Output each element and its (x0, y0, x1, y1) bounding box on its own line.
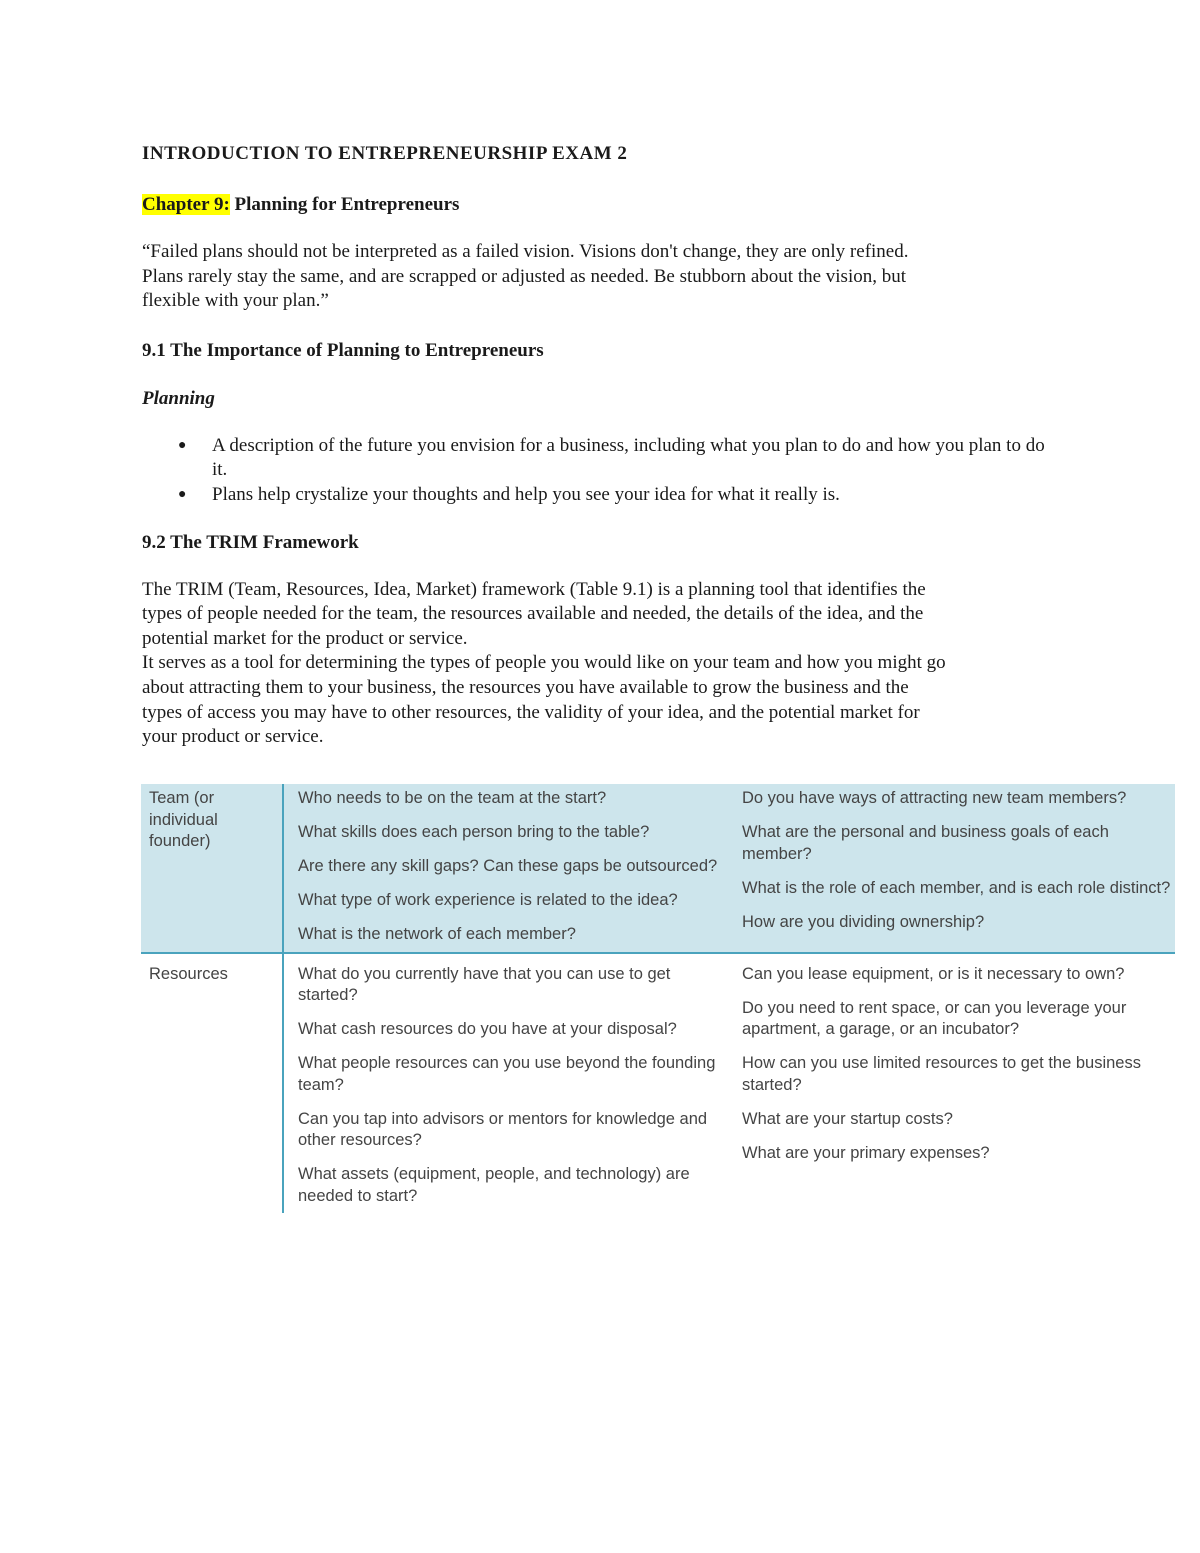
paragraph-line: about attracting them to your business, the resources you have available to grow the business and the (142, 676, 909, 698)
table-row-resources (141, 954, 1175, 1214)
table-row-team (141, 784, 1175, 954)
bullet-text: A description of the future you envision for a business, including what you plan to do and how you plan to do it. (212, 434, 1045, 481)
row-label-text: Resources (149, 964, 228, 983)
question: Who needs to be on the team at the start? (298, 789, 607, 807)
question: What assets (equipment, people, and technology) are needed to start? (298, 1165, 690, 1205)
trim-paragraph (142, 578, 1062, 750)
trim-table (141, 784, 1175, 1213)
question: What are your startup costs? (742, 1109, 953, 1128)
chapter-label: Chapter 9: (142, 194, 230, 215)
team-questions-col-a (282, 784, 734, 952)
bullet-icon: ● (178, 486, 187, 502)
quote-line: “Failed plans should not be interpreted as a failed vision. Visions don't change, they are only refined. (142, 241, 909, 262)
chapter-heading (142, 192, 1062, 218)
question: What skills does each person bring to the table? (298, 823, 650, 841)
question: What is the role of each member, and is each role distinct? (742, 878, 1171, 897)
question: What is the network of each member? (298, 925, 576, 943)
question: Do you have ways of attracting new team members? (742, 789, 1127, 807)
document-page (142, 140, 1062, 750)
bullet-text: Plans help crystalize your thoughts and help you see your idea for what it really is. (212, 483, 840, 505)
question: How can you use limited resources to get the business started? (742, 1054, 1141, 1094)
resources-questions-col-a (282, 954, 734, 1214)
resources-questions-col-b (734, 954, 1175, 1214)
paragraph-line: types of people needed for the team, the resources available and needed, the details of the idea, and the (142, 603, 924, 625)
row-label-team: Team (or individual founder) (149, 789, 218, 850)
section-heading-9-1: 9.1 The Importance of Planning to Entrepreneurs (142, 339, 544, 361)
list-item (142, 434, 1062, 483)
question-group (298, 964, 726, 1208)
question: What type of work experience is related to the idea? (298, 891, 678, 909)
term-planning: Planning (142, 387, 215, 409)
question: Do you need to rent space, or can you leverage your apartment, a garage, or an incubator? (742, 998, 1127, 1038)
question: Can you lease equipment, or is it necessary to own? (742, 964, 1125, 983)
team-questions-col-b (734, 784, 1175, 952)
question-group (742, 964, 1175, 1165)
section-heading-9-2: 9.2 The TRIM Framework (142, 531, 359, 553)
quote-line: Plans rarely stay the same, and are scrapped or adjusted as needed. Be stubborn about the vision, but (142, 265, 907, 287)
list-item (142, 483, 1062, 508)
chapter-name: Planning for Entrepreneurs (234, 194, 460, 215)
opening-quote (142, 240, 1062, 314)
paragraph-line: The TRIM (Team, Resources, Idea, Market) framework (Table 9.1) is a planning tool that identifies the (142, 578, 926, 600)
question: How are you dividing ownership? (742, 912, 985, 931)
question: What do you currently have that you can use to get started? (298, 964, 671, 1004)
planning-bullet-list (142, 434, 1062, 508)
paragraph-line: potential market for the product or service. (142, 627, 468, 649)
quote-line: flexible with your plan.” (142, 290, 329, 312)
question: What are your primary expenses? (742, 1143, 990, 1162)
question: What are the personal and business goals of each member? (742, 823, 1109, 863)
paragraph-line: types of access you may have to other resources, the validity of your idea, and the potential market for (142, 701, 920, 723)
question: What people resources can you use beyond the founding team? (298, 1054, 716, 1094)
document-title: INTRODUCTION TO ENTREPRENEURSHIP EXAM 2 (142, 143, 628, 164)
paragraph-line: your product or service. (142, 726, 324, 748)
bullet-icon: ● (178, 437, 187, 453)
paragraph-line: It serves as a tool for determining the types of people you would like on your team and how you might go (142, 652, 946, 674)
question: Can you tap into advisors or mentors for knowledge and other resources? (298, 1109, 708, 1149)
question: What cash resources do you have at your disposal? (298, 1020, 677, 1038)
row-label-resources (141, 954, 282, 1214)
question: Are there any skill gaps? Can these gaps be outsourced? (298, 857, 718, 875)
